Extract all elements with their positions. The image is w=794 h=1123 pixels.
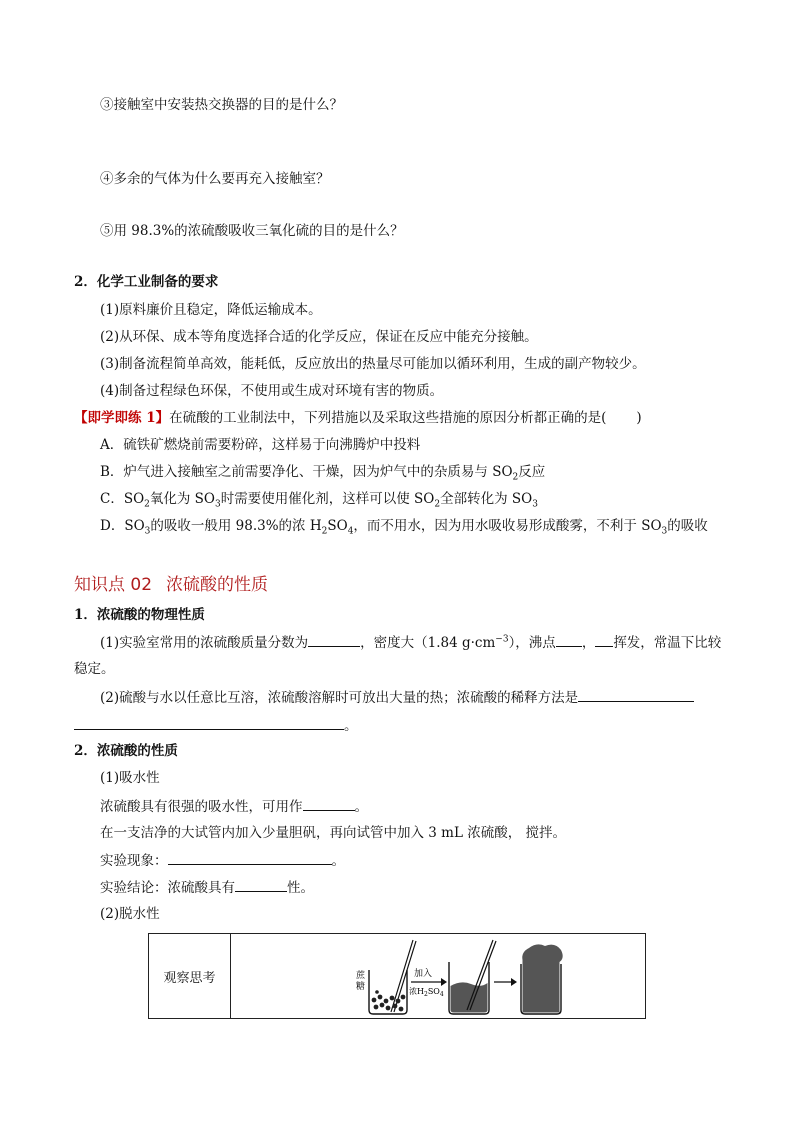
physical-para-1: (1)实验室常用的浓硫酸质量分数为 ，密度大（1.84 $g\cdot cm^{-3}$），沸点 ， 挥发，常温下比较 xyxy=(100,634,722,651)
fill-blank[interactable] xyxy=(235,878,287,892)
observation-label: 观察思考 xyxy=(149,934,231,1019)
property-line: 浓硫酸具有很强的吸水性，可用作 。 xyxy=(100,799,368,815)
observation-table xyxy=(148,933,646,1019)
knowledge-point-heading xyxy=(74,570,268,595)
fill-blank[interactable] xyxy=(303,797,355,811)
knowledge-point-number: 知识点 02 xyxy=(74,575,153,595)
fill-blank[interactable] xyxy=(595,633,613,647)
property-line: 实验现象： 。 xyxy=(100,853,345,869)
option-d: D．$SO_3$的吸收一般用 98.3%的浓 $H_2SO_4$，而不用水，因为用水吸收易形成酸雾，不利于 $SO_3$的吸收 xyxy=(100,518,708,537)
property-line: 在一支洁净的大试管内加入少量胆矾，再向试管中加入 3 mL 浓硫酸， 搅拌。 xyxy=(100,825,567,841)
beaker-with-carbon-icon xyxy=(521,944,563,1014)
arrow-label-top: 加入 xyxy=(414,969,433,979)
sugar-label-2: 糖 xyxy=(356,982,366,992)
observation-figure-cell xyxy=(231,934,646,1019)
fill-blank[interactable] xyxy=(556,633,582,647)
beaker-with-sugar-icon xyxy=(369,940,416,1014)
knowledge-point-title: 浓硫酸的性质 xyxy=(166,575,269,595)
properties-heading: 2．浓硫酸的性质 xyxy=(74,743,178,759)
fill-blank[interactable] xyxy=(74,716,344,730)
beaker-with-acid-icon xyxy=(449,940,496,1014)
question-5: ⑤用 98.3%的浓硫酸吸收三氧化硫的目的是什么？ xyxy=(100,223,404,239)
requirement-item: (1)原料廉价且稳定，降低运输成本。 xyxy=(100,302,322,318)
fill-blank[interactable] xyxy=(308,633,360,647)
sugar-dehydration-diagram xyxy=(231,934,645,1018)
physical-heading: 1．浓硫酸的物理性质 xyxy=(74,607,205,623)
arrow-icon xyxy=(411,978,447,986)
question-4: ④多余的气体为什么要再充入接触室？ xyxy=(100,171,330,187)
arrow-label-bottom: 浓$H_2SO_4$ xyxy=(409,987,444,998)
physical-para-2-cont: 。 xyxy=(74,716,358,735)
question-3: ③接触室中安装热交换器的目的是什么？ xyxy=(100,97,343,113)
property-sub-water-absorption: (1)吸水性 xyxy=(100,770,160,786)
fill-blank[interactable] xyxy=(168,851,332,865)
option-b: B．炉气进入接触室之前需要净化、干燥，因为炉气中的杂质易与 $SO_2$反应 xyxy=(100,464,546,483)
property-sub-dehydration: (2)脱水性 xyxy=(100,906,160,922)
sugar-label-1: 蔗 xyxy=(356,971,366,981)
practice-tag: 【即学即练 1】 xyxy=(74,410,170,426)
physical-para-2: (2)硫酸与水以任意比互溶，浓硫酸溶解时可放出大量的热；浓硫酸的稀释方法是 xyxy=(100,688,694,707)
arrow-icon xyxy=(494,978,517,986)
requirement-item: (4)制备过程绿色环保，不使用或生成对环境有害的物质。 xyxy=(100,383,444,399)
property-line: 实验结论：浓硫酸具有 性。 xyxy=(100,880,314,896)
option-c: C．$SO_2$氧化为 $SO_3$时需要使用催化剂，这样可以使 $SO_2$全部转化为 $SO_3$ xyxy=(100,491,538,510)
fill-blank[interactable] xyxy=(578,688,694,702)
physical-para-1-cont: 稳定。 xyxy=(74,661,115,677)
requirement-item: (3)制备流程简单高效，能耗低，反应放出的热量尽可能加以循环利用，生成的副产物较少。 xyxy=(100,356,646,372)
section-heading-requirements: 2．化学工业制备的要求 xyxy=(74,274,219,290)
practice-stem: 【即学即练 1】在硫酸的工业制法中，下列措施以及采取这些措施的原因分析都正确的是( ) xyxy=(74,410,642,426)
option-a: A．硫铁矿燃烧前需要粉碎，这样易于向沸腾炉中投料 xyxy=(100,437,421,453)
requirement-item: (2)从环保、成本等角度选择合适的化学反应，保证在反应中能充分接触。 xyxy=(100,329,538,345)
